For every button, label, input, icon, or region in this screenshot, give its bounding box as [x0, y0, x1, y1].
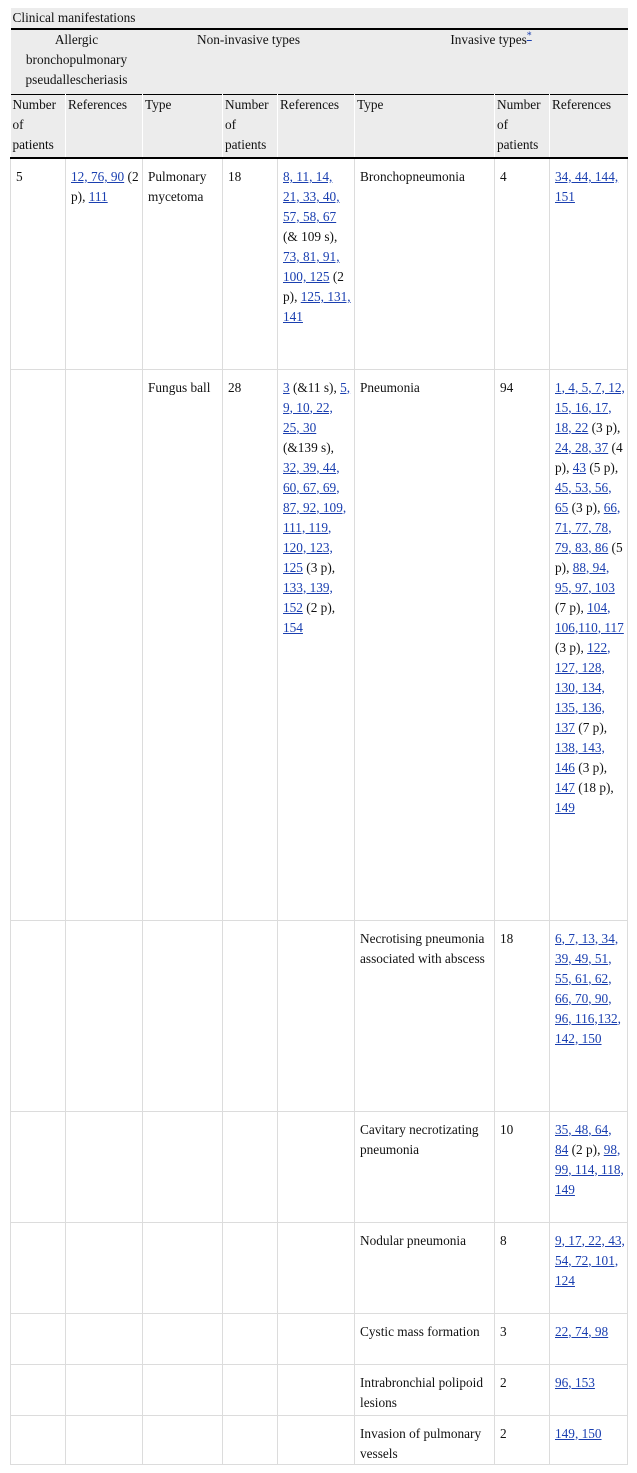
clinical-manifestations-table-wrapper	[10, 8, 627, 1465]
reference-link[interactable]: 149	[555, 799, 575, 815]
reference-link[interactable]: 125, 131, 141	[283, 289, 351, 324]
reference-note: (&11 s),	[289, 379, 341, 395]
cell-a-num	[11, 1313, 66, 1364]
cell-a-ref	[66, 369, 143, 920]
reference-link[interactable]: 43	[572, 459, 587, 475]
reference-note: (3 p),	[588, 419, 621, 435]
reference-link[interactable]: 24, 28, 37	[555, 439, 609, 455]
reference-link[interactable]: 8, 11, 14, 21, 33, 40, 57, 58, 67	[283, 169, 340, 224]
cell-a-ref	[66, 1415, 143, 1464]
cell-n-num: 28	[223, 369, 278, 920]
cell-n-num	[223, 1313, 278, 1364]
reference-link[interactable]: 32, 39, 44, 60, 67, 69, 87, 92, 109, 111, 119, 120, 123, 125	[283, 459, 347, 575]
cell-i-num: 94	[495, 369, 550, 920]
reference-link[interactable]: 73, 81, 91, 100, 125	[283, 249, 340, 284]
reference-link[interactable]: 1, 4, 5, 7, 12, 15, 16, 17, 18, 22	[555, 379, 625, 435]
table-caption: Clinical manifestations	[11, 8, 628, 29]
table-body	[11, 158, 628, 1464]
clinical-manifestations-table	[10, 8, 628, 1465]
cell-i-ref	[550, 369, 628, 920]
caption-row	[11, 8, 628, 29]
reference-link[interactable]: 22, 74, 98	[555, 1323, 609, 1339]
cell-a-ref	[66, 1111, 143, 1222]
reference-note: (2 p),	[302, 599, 336, 615]
reference-link[interactable]: 12, 76, 90	[71, 169, 125, 184]
col-invasive-type: Type	[355, 95, 495, 159]
table-row	[11, 1111, 628, 1222]
cell-i-ref	[550, 1415, 628, 1464]
col-allergic-number: Number of patients	[11, 95, 66, 159]
reference-note: (7 p),	[555, 599, 588, 615]
cell-a-ref	[66, 1313, 143, 1364]
cell-i-type: Nodular pneumonia	[355, 1222, 495, 1313]
reference-link[interactable]: 96, 153	[555, 1374, 595, 1390]
cell-i-num: 2	[495, 1364, 550, 1415]
reference-link[interactable]: 88, 94, 95, 97, 103	[555, 559, 615, 595]
cell-i-num: 4	[495, 158, 550, 369]
reference-link[interactable]: 6, 7, 13, 34, 39, 49, 51, 55, 61, 62, 66, 70, 90, 96, 116,132, 142, 150	[555, 930, 621, 1046]
cell-i-type: Cystic mass formation	[355, 1313, 495, 1364]
cell-n-num	[223, 1222, 278, 1313]
reference-link[interactable]: 3	[283, 379, 290, 395]
reference-link[interactable]: 45, 53, 56, 65	[555, 479, 612, 515]
cell-i-type: Bronchopneumonia	[355, 158, 495, 369]
table-row	[11, 1364, 628, 1415]
cell-i-ref	[550, 158, 628, 369]
reference-link[interactable]: 154	[283, 619, 303, 635]
table-row	[11, 1415, 628, 1464]
cell-a-num	[11, 1415, 66, 1464]
table-row	[11, 158, 628, 369]
col-invasive-number: Number of patients	[495, 95, 550, 159]
cell-a-ref	[66, 1222, 143, 1313]
cell-i-ref	[550, 1364, 628, 1415]
cell-n-ref	[278, 1222, 355, 1313]
cell-n-ref	[278, 1364, 355, 1415]
cell-n-ref	[278, 1313, 355, 1364]
cell-n-type	[143, 1415, 223, 1464]
reference-link[interactable]: 98, 99, 114, 118, 149	[555, 1141, 624, 1197]
reference-note: (2 p),	[71, 169, 139, 204]
cell-a-num	[11, 1364, 66, 1415]
col-noninvasive-type: Type	[143, 95, 223, 159]
cell-i-num: 10	[495, 1111, 550, 1222]
cell-i-type: Necrotising pneumonia associated with abscess	[355, 920, 495, 1111]
cell-i-type: Invasion of pulmonary vessels	[355, 1415, 495, 1464]
cell-n-ref	[278, 369, 355, 920]
cell-i-type: Intrabronchial polipoid lesions	[355, 1364, 495, 1415]
cell-n-type: Fungus ball	[143, 369, 223, 920]
table-header	[11, 8, 628, 158]
cell-n-type	[143, 1222, 223, 1313]
cell-i-ref	[550, 1313, 628, 1364]
reference-note: (3 p),	[574, 759, 608, 775]
cell-i-ref	[550, 1111, 628, 1222]
reference-link[interactable]: 111	[88, 189, 108, 204]
cell-a-ref	[66, 920, 143, 1111]
cell-n-ref	[278, 158, 355, 369]
cell-i-num: 18	[495, 920, 550, 1111]
cell-n-num	[223, 1364, 278, 1415]
cell-i-num: 2	[495, 1415, 550, 1464]
cell-i-num: 3	[495, 1313, 550, 1364]
cell-a-num: 5	[11, 158, 66, 369]
reference-note: (7 p),	[574, 719, 608, 735]
reference-link[interactable]: 104, 106,110, 117	[555, 599, 624, 635]
reference-link[interactable]: 147	[555, 779, 575, 795]
group-invasive	[355, 29, 628, 95]
group-invasive-label: Invasive types	[450, 32, 527, 47]
cell-n-num: 18	[223, 158, 278, 369]
cell-n-type	[143, 1313, 223, 1364]
reference-link[interactable]: 122, 127, 128, 130, 134, 135, 136, 137	[555, 639, 611, 735]
reference-note: (2 p),	[283, 269, 344, 304]
cell-i-num: 8	[495, 1222, 550, 1313]
cell-n-type	[143, 1364, 223, 1415]
col-invasive-references: References	[550, 95, 628, 159]
cell-i-type: Pneumonia	[355, 369, 495, 920]
reference-link[interactable]: 5, 9, 10, 22, 25, 30	[283, 379, 351, 435]
reference-note: (18 p),	[574, 779, 614, 795]
reference-note: (3 p),	[302, 559, 336, 575]
cell-a-num	[11, 920, 66, 1111]
reference-note: (& 109 s),	[283, 229, 338, 244]
reference-note: (&139 s),	[283, 439, 334, 455]
col-allergic-references: References	[66, 95, 143, 159]
cell-n-type: Pulmonary mycetoma	[143, 158, 223, 369]
table-row	[11, 1313, 628, 1364]
cell-n-ref	[278, 920, 355, 1111]
cell-n-type	[143, 1111, 223, 1222]
col-noninvasive-references: References	[278, 95, 355, 159]
cell-a-ref	[66, 1364, 143, 1415]
column-header-row	[11, 95, 628, 159]
cell-n-num	[223, 920, 278, 1111]
table-row	[11, 1222, 628, 1313]
reference-note: (3 p),	[555, 639, 588, 655]
cell-n-ref	[278, 1111, 355, 1222]
cell-a-ref	[66, 158, 143, 369]
footnote-link[interactable]: *	[526, 30, 532, 42]
cell-a-num	[11, 1222, 66, 1313]
reference-link[interactable]: 34, 44, 144, 151	[555, 169, 619, 204]
cell-i-type: Cavitary necrotizating pneumonia	[355, 1111, 495, 1222]
cell-n-num	[223, 1111, 278, 1222]
reference-note: (3 p),	[568, 499, 604, 515]
reference-note: (5 p),	[586, 459, 619, 475]
group-header-row	[11, 29, 628, 95]
cell-n-num	[223, 1415, 278, 1464]
cell-n-type	[143, 920, 223, 1111]
col-noninvasive-number: Number of patients	[223, 95, 278, 159]
reference-note: (4 p),	[555, 439, 623, 475]
reference-note: (2 p),	[568, 1141, 604, 1157]
reference-link[interactable]: 66, 71, 77, 78, 79, 83, 86	[555, 499, 621, 555]
reference-link[interactable]: 35, 48, 64, 84	[555, 1121, 612, 1157]
table-row	[11, 369, 628, 920]
reference-link[interactable]: 9, 17, 22, 43, 54, 72, 101, 124	[555, 1232, 625, 1288]
reference-link[interactable]: 133, 139, 152	[283, 579, 333, 615]
cell-i-ref	[550, 920, 628, 1111]
reference-link[interactable]: 149, 150	[555, 1425, 602, 1441]
table-row	[11, 920, 628, 1111]
group-allergic: Allergic bronchopulmonary pseudallescheriasis	[11, 29, 143, 95]
group-noninvasive: Non-invasive types	[143, 29, 355, 95]
cell-a-num	[11, 1111, 66, 1222]
cell-n-ref	[278, 1415, 355, 1464]
cell-i-ref	[550, 1222, 628, 1313]
cell-a-num	[11, 369, 66, 920]
reference-link[interactable]: 138, 143, 146	[555, 739, 605, 775]
reference-note: (5 p),	[555, 539, 623, 575]
